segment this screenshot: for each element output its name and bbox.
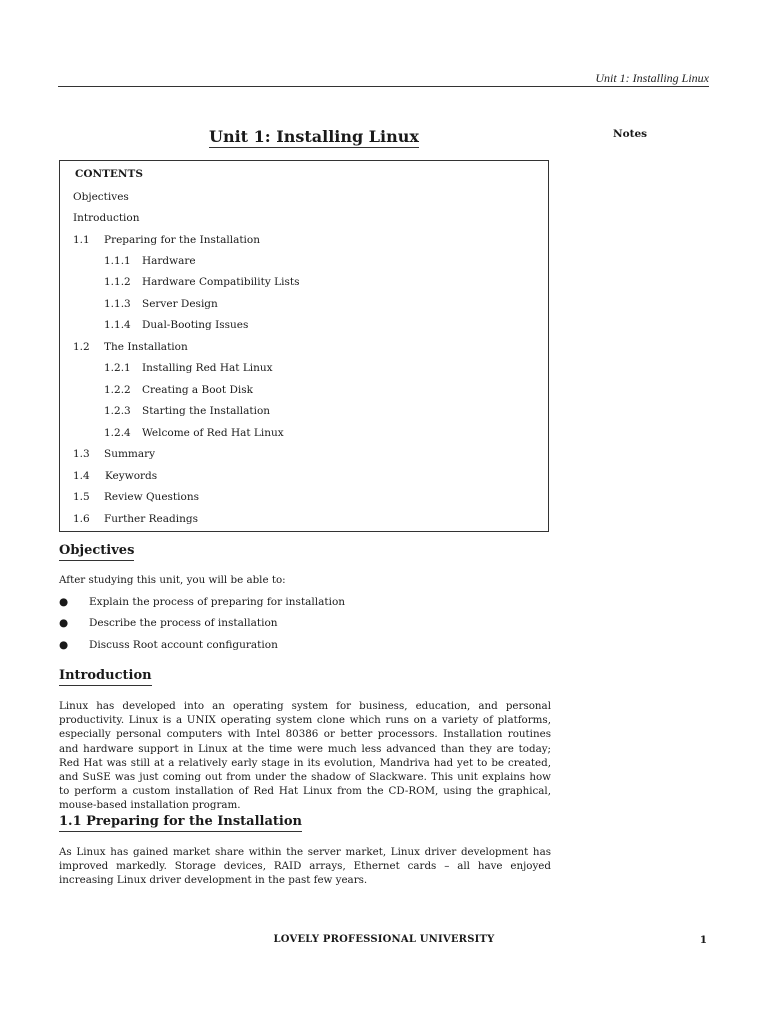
bullet-text: Discuss Root account configuration bbox=[89, 639, 278, 651]
toc-number: 1.2.3 bbox=[104, 405, 131, 417]
notes-label: Notes bbox=[613, 128, 648, 140]
contents-heading: CONTENTS bbox=[75, 168, 143, 180]
toc-label: Welcome of Red Hat Linux bbox=[142, 427, 284, 439]
toc-label: Hardware bbox=[142, 255, 196, 267]
header-rule bbox=[58, 86, 709, 87]
toc-number: 1.1.3 bbox=[104, 298, 131, 310]
toc-label: Server Design bbox=[142, 298, 218, 310]
toc-label: The Installation bbox=[104, 341, 188, 353]
unit-title: Unit 1: Installing Linux bbox=[209, 127, 419, 146]
toc-label: Keywords bbox=[105, 470, 158, 482]
toc-number: 1.1.2 bbox=[104, 276, 131, 288]
toc-number: 1.2 bbox=[73, 341, 90, 353]
objectives-heading: Objectives bbox=[59, 543, 134, 561]
running-header: Unit 1: Installing Linux bbox=[595, 71, 709, 85]
toc-number: 1.2.1 bbox=[104, 362, 131, 374]
toc-number: 1.1.4 bbox=[104, 319, 131, 331]
toc-number: 1.1 bbox=[73, 234, 90, 246]
bullet-icon: ● bbox=[59, 617, 69, 629]
footer-page-number: 1 bbox=[699, 934, 707, 946]
footer-university: LOVELY PROFESSIONAL UNIVERSITY bbox=[273, 934, 495, 945]
toc-label: Creating a Boot Disk bbox=[142, 384, 253, 396]
objectives-intro: After studying this unit, you will be able to: bbox=[59, 574, 286, 586]
toc-number: 1.2.2 bbox=[104, 384, 131, 396]
toc-label: Further Readings bbox=[104, 513, 198, 525]
toc-number: 1.3 bbox=[73, 448, 90, 460]
toc-number: 1.5 bbox=[73, 491, 90, 503]
toc-label: Summary bbox=[104, 448, 156, 460]
toc-number: 1.1.1 bbox=[104, 255, 131, 267]
toc-number: 1.4 bbox=[73, 470, 90, 482]
bullet-icon: ● bbox=[59, 596, 69, 608]
introduction-heading: Introduction bbox=[59, 668, 152, 686]
section-1-1-paragraph: As Linux has gained market share within the server market, Linux driver development has improved markedly. Storage devices, RAID arrays, Ethernet cards – all have enjoyed increasing Linux driver development in the past few years. bbox=[59, 846, 551, 887]
bullet-text: Explain the process of preparing for installation bbox=[89, 596, 346, 608]
bullet-text: Describe the process of installation bbox=[89, 617, 278, 629]
toc-label: Introduction bbox=[73, 212, 140, 224]
toc-label: Installing Red Hat Linux bbox=[142, 362, 273, 374]
bullet-icon: ● bbox=[59, 639, 69, 651]
introduction-paragraph: Linux has developed into an operating system for business, education, and personal productivity. Linux is a UNIX operating system clone which runs on a variety of platforms, especially personal computers with Intel 80386 or better processors. Installation routines and hardware support in Linux at the time were much less advanced than they are today; Red Hat was still at a relatively early stage in its evolution, Mandriva had yet to be created, and SuSE was just coming out from under the shadow of Slackware. This unit explains how to perform a custom installation of Red Hat Linux from the CD-ROM, using the graphical, mouse-based installation program. bbox=[59, 700, 551, 812]
toc-label: Starting the Installation bbox=[142, 405, 271, 417]
toc-number: 1.6 bbox=[73, 513, 90, 525]
toc-label: Dual-Booting Issues bbox=[142, 319, 249, 331]
toc-number: 1.2.4 bbox=[104, 427, 131, 439]
toc-label: Preparing for the Installation bbox=[104, 234, 260, 246]
toc-label: Review Questions bbox=[104, 491, 199, 503]
toc-label: Objectives bbox=[73, 191, 129, 203]
section-1-1-heading: 1.1 Preparing for the Installation bbox=[59, 814, 302, 832]
toc-label: Hardware Compatibility Lists bbox=[142, 276, 300, 288]
